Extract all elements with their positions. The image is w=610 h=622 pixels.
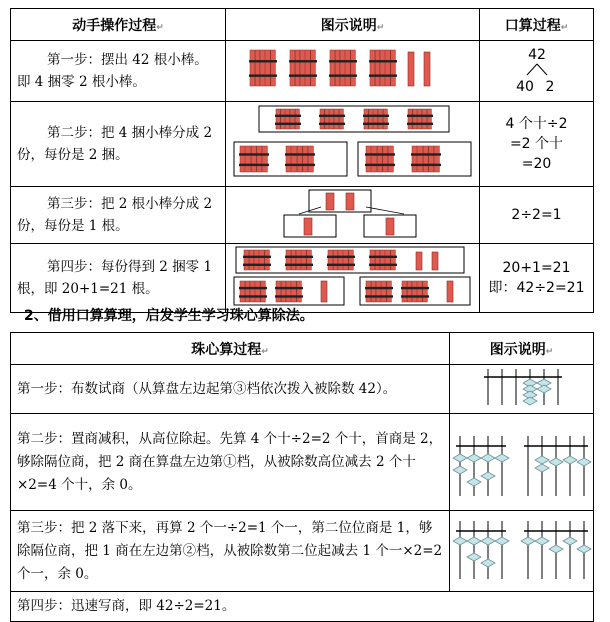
stick-bundle <box>319 109 345 129</box>
abacus-bead <box>577 458 591 466</box>
abacus-bead <box>549 545 563 553</box>
stick-bundle <box>239 146 269 172</box>
single-stick <box>447 281 453 302</box>
header-abacus-process: 珠心算过程↵ <box>11 333 450 365</box>
single-stick <box>416 252 422 270</box>
split-top: 42 <box>528 47 546 63</box>
abacus-figure-2 <box>450 414 594 511</box>
abacus-bead <box>467 454 481 462</box>
stick-bundle <box>275 281 303 302</box>
step-text: 第四步：迅速写商，即 42÷2=21。 <box>11 592 594 622</box>
calc-cell <box>480 41 594 102</box>
stick-bundle <box>249 50 277 86</box>
abacus-illustration <box>450 511 593 587</box>
sticks-figure-3 <box>226 187 480 244</box>
abacus-figure-1 <box>450 365 594 414</box>
sticks-figure-2 <box>226 102 480 187</box>
stick-bundle <box>411 146 441 172</box>
table-row <box>11 244 594 313</box>
calc-line: 即：42÷2=21 <box>488 280 585 296</box>
header-diagram: 图示说明↵ <box>226 9 480 41</box>
single-sticks-illustration <box>226 187 479 239</box>
number-split-diagram <box>480 41 593 97</box>
abacus-bead <box>467 478 481 486</box>
abacus-bead <box>453 454 467 462</box>
abacus <box>484 369 562 405</box>
table-row <box>11 592 594 622</box>
stick-bundles-illustration <box>226 102 479 182</box>
abacus <box>453 436 509 496</box>
abacus-bead <box>563 537 577 545</box>
stick-bundle <box>289 50 317 86</box>
abacus-bead <box>453 466 467 474</box>
header-mental-calc: 口算过程↵ <box>480 9 594 41</box>
abacus-bead <box>495 454 509 462</box>
calc-line: 2÷2=1 <box>511 207 562 223</box>
abacus-bead <box>521 537 535 545</box>
stick-bundle <box>275 109 301 129</box>
abacus-bead <box>535 537 549 545</box>
operation-table-header <box>11 9 594 41</box>
split-left: 40 <box>516 79 534 95</box>
abacus-bead <box>537 385 551 393</box>
step-text: 第二步：把 4 捆小棒分成 2 份，每份是 2 捆。 <box>11 102 226 187</box>
single-stick <box>346 193 354 210</box>
single-stick <box>432 252 438 270</box>
step-text: 第一步：摆出 42 根小棒。即 4 捆零 2 根小棒。 <box>11 41 226 102</box>
step-text: 第三步：把 2 落下来，再算 2 个一÷2=1 个一，第二位位商是 1，够除隔位商，把 1 商在左边第②档，从被除数第二位起减去 1 个一×2=2 个一，余 0。 <box>11 511 450 592</box>
header-diagram: 图示说明↵ <box>450 333 594 365</box>
abacus-bead <box>535 464 549 472</box>
stick-bundle <box>365 281 393 302</box>
abacus-table-header <box>11 333 594 365</box>
abacus-table <box>10 332 594 622</box>
abacus-bead <box>481 559 495 567</box>
stick-bundle <box>243 250 271 270</box>
stick-bundle <box>239 281 267 302</box>
stick-bundles-illustration <box>226 41 479 97</box>
abacus-bead <box>481 454 495 462</box>
stick-bundle <box>369 250 397 270</box>
calc-cell <box>480 102 594 187</box>
stick-bundle <box>327 250 355 270</box>
step-text: 第三步：把 2 根小棒分成 2 份，每份是 1 根。 <box>11 187 226 244</box>
calc-cell <box>480 187 594 244</box>
abacus-illustration <box>450 414 593 506</box>
stick-bundle <box>369 50 397 86</box>
abacus-bead <box>549 458 563 466</box>
abacus-bead <box>481 537 495 545</box>
abacus <box>524 436 591 496</box>
single-stick <box>304 218 312 235</box>
table-row <box>11 187 594 244</box>
operation-table <box>10 8 594 313</box>
table-row <box>11 41 594 102</box>
sticks-figure-1 <box>226 41 480 102</box>
abacus-bead <box>563 456 577 464</box>
stick-bundles-illustration <box>226 244 479 308</box>
single-stick <box>326 193 334 210</box>
abacus-bead <box>453 537 467 545</box>
abacus <box>521 521 591 579</box>
header-operation: 动手操作过程↵ <box>11 9 226 41</box>
abacus-bead <box>481 472 495 480</box>
calc-line: =2 个十 <box>509 136 564 152</box>
table-row <box>11 414 594 511</box>
stick-bundle <box>407 109 433 129</box>
abacus-bead <box>577 545 591 553</box>
step-text: 第四步：每份得到 2 捆零 1 根，即 20+1=21 根。 <box>11 244 226 313</box>
sticks-figure-4 <box>226 244 480 313</box>
abacus-bead <box>467 537 481 545</box>
section-heading: 2、借用口算算理，启发学生学习珠心算除法。 <box>24 308 314 324</box>
calc-line: 4 个十÷2 <box>505 116 568 132</box>
abacus <box>453 521 509 579</box>
split-right: 2 <box>545 79 555 95</box>
abacus-figure-3 <box>450 511 594 592</box>
table-row <box>11 365 594 414</box>
abacus-bead <box>535 456 549 464</box>
single-stick <box>424 52 430 86</box>
stick-bundle <box>363 109 389 129</box>
single-stick <box>408 52 414 86</box>
stick-bundle <box>285 146 315 172</box>
calc-line: =20 <box>521 156 552 172</box>
table-row <box>11 102 594 187</box>
abacus-illustration <box>450 365 593 409</box>
calc-cell <box>480 244 594 313</box>
stick-bundle <box>401 281 429 302</box>
single-stick <box>321 281 327 302</box>
stick-bundle <box>285 250 313 270</box>
table-row <box>11 511 594 592</box>
abacus-bead <box>523 397 537 405</box>
step-text: 第二步：置商减积，从高位除起。先算 4 个十÷2=2 个十，首商是 2，够除隔位商，把 2 商在算盘左边第①档，从被除数高位减去 2 个十×2=4 个十，余 0。 <box>11 414 450 511</box>
step-text: 第一步：布数试商（从算盘左边起第③档依次拨入被除数 42）。 <box>11 365 450 414</box>
stick-bundle <box>329 50 357 86</box>
single-stick <box>386 218 394 235</box>
abacus-bead <box>467 553 481 561</box>
stick-bundle <box>365 146 395 172</box>
abacus-bead <box>495 537 509 545</box>
calc-line: 20+1=21 <box>502 260 571 276</box>
